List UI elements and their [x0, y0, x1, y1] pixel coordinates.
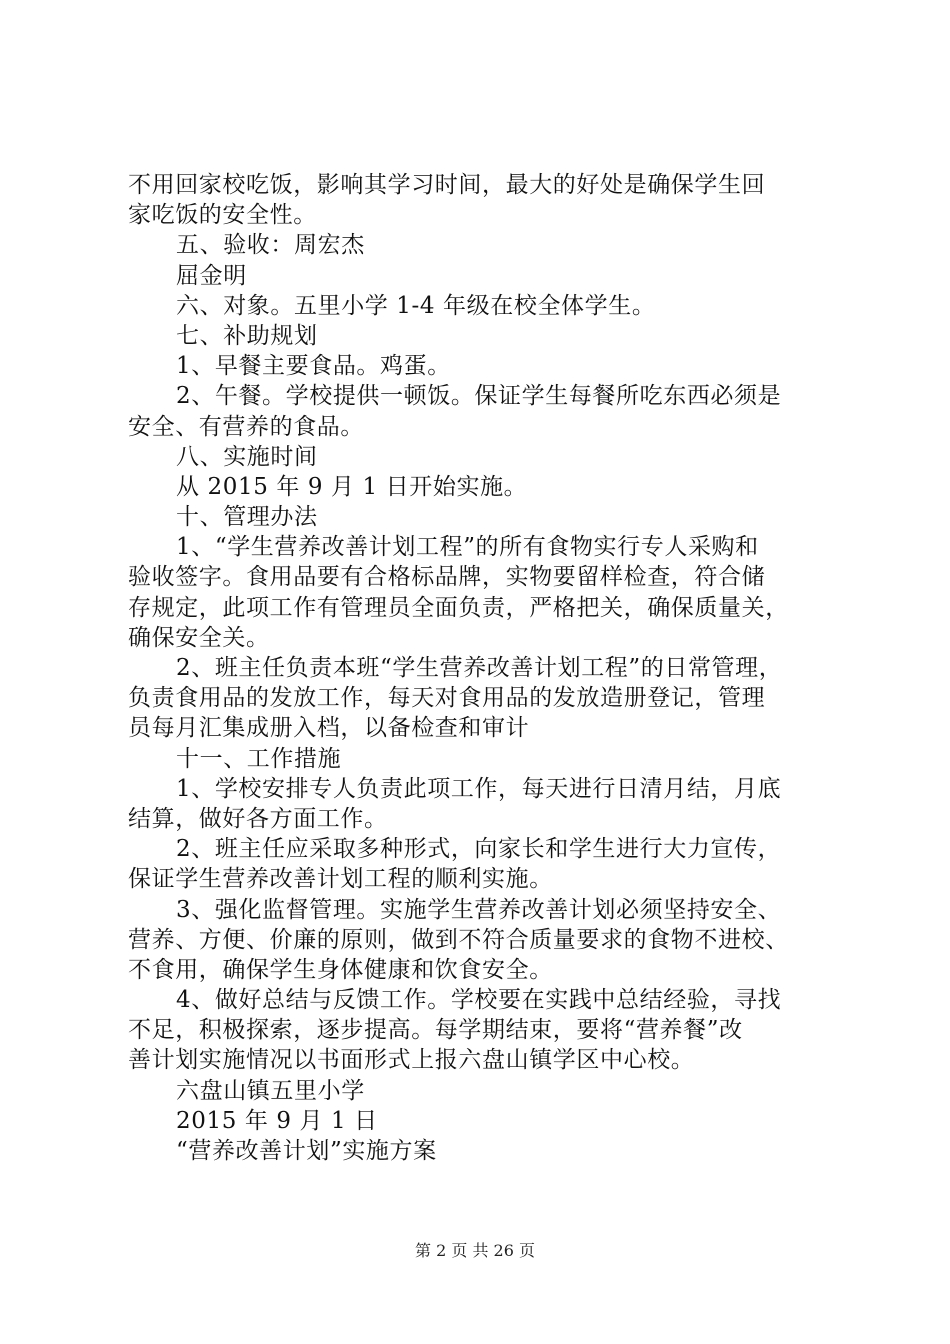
document-body	[128, 170, 848, 1166]
text-line: 善计划实施情况以书面形式上报六盘山镇学区中心校。	[128, 1047, 695, 1074]
text-line: 保证学生营养改善计划工程的顺利实施。	[128, 866, 553, 893]
text-line: 2015 年 9 月 1 日	[176, 1107, 378, 1134]
text-line: 员每月汇集成册入档，以备检查和审计	[128, 715, 530, 742]
text-line: 五、验收：周宏杰	[176, 232, 365, 259]
text-line: 2、班主任负责本班“学生营养改善计划工程”的日常管理，	[176, 655, 783, 681]
text-line: 3、强化监督管理。实施学生营养改善计划必须坚持安全、	[176, 896, 782, 923]
text-line: 负责食用品的发放工作，每天对食用品的发放造册登记，管理	[128, 685, 766, 712]
text-line: 不用回家校吃饭，影响其学习时间，最大的好处是确保学生回	[128, 172, 766, 198]
text-line: 家吃饭的安全性。	[128, 202, 317, 229]
text-line: 十一、工作措施	[176, 745, 342, 772]
text-line: 结算，做好各方面工作。	[128, 805, 388, 832]
text-line: 验收签字。食用品要有合格标品牌，实物要留样检查，符合储	[128, 564, 766, 591]
text-line: 存规定，此项工作有管理员全面负责，严格把关，确保质量关，	[128, 594, 789, 621]
text-line: 十、管理办法	[176, 504, 318, 531]
text-line: “营养改善计划”实施方案	[176, 1138, 437, 1164]
text-line: 2、班主任应采取多种形式，向家长和学生进行大力宣传，	[176, 836, 782, 863]
text-line: 八、实施时间	[176, 443, 318, 470]
text-line: 4、做好总结与反馈工作。学校要在实践中总结经验，寻找	[176, 987, 782, 1014]
text-line: 确保安全关。	[128, 624, 270, 651]
text-line: 不食用，确保学生身体健康和饮食安全。	[128, 956, 553, 983]
text-line: 从 2015 年 9 月 1 日开始实施。	[176, 473, 528, 500]
text-line: 安全、有营养的食品。	[128, 413, 364, 440]
page-footer: 第 2 页 共 26 页	[415, 1241, 535, 1260]
text-line: 1、“学生营养改善计划工程”的所有食物实行专人采购和	[176, 534, 759, 561]
text-line: 营养、方便、价廉的原则，做到不符合质量要求的食物不进校、	[128, 926, 789, 953]
text-line: 不足，积极探索，逐步提高。每学期结束，要将“营养餐”改	[128, 1017, 743, 1044]
text-line: 七、补助规划	[176, 322, 318, 349]
text-line: 1、早餐主要食品。鸡蛋。	[176, 353, 451, 380]
text-line: 六、对象。五里小学 1-4 年级在校全体学生。	[176, 292, 656, 319]
text-line: 2、午餐。学校提供一顿饭。保证学生每餐所吃东西必须是	[176, 383, 782, 410]
text-line: 1、学校安排专人负责此项工作，每天进行日清月结，月底	[176, 775, 782, 802]
text-line: 屈金明	[176, 262, 247, 289]
text-line: 六盘山镇五里小学	[176, 1077, 365, 1104]
